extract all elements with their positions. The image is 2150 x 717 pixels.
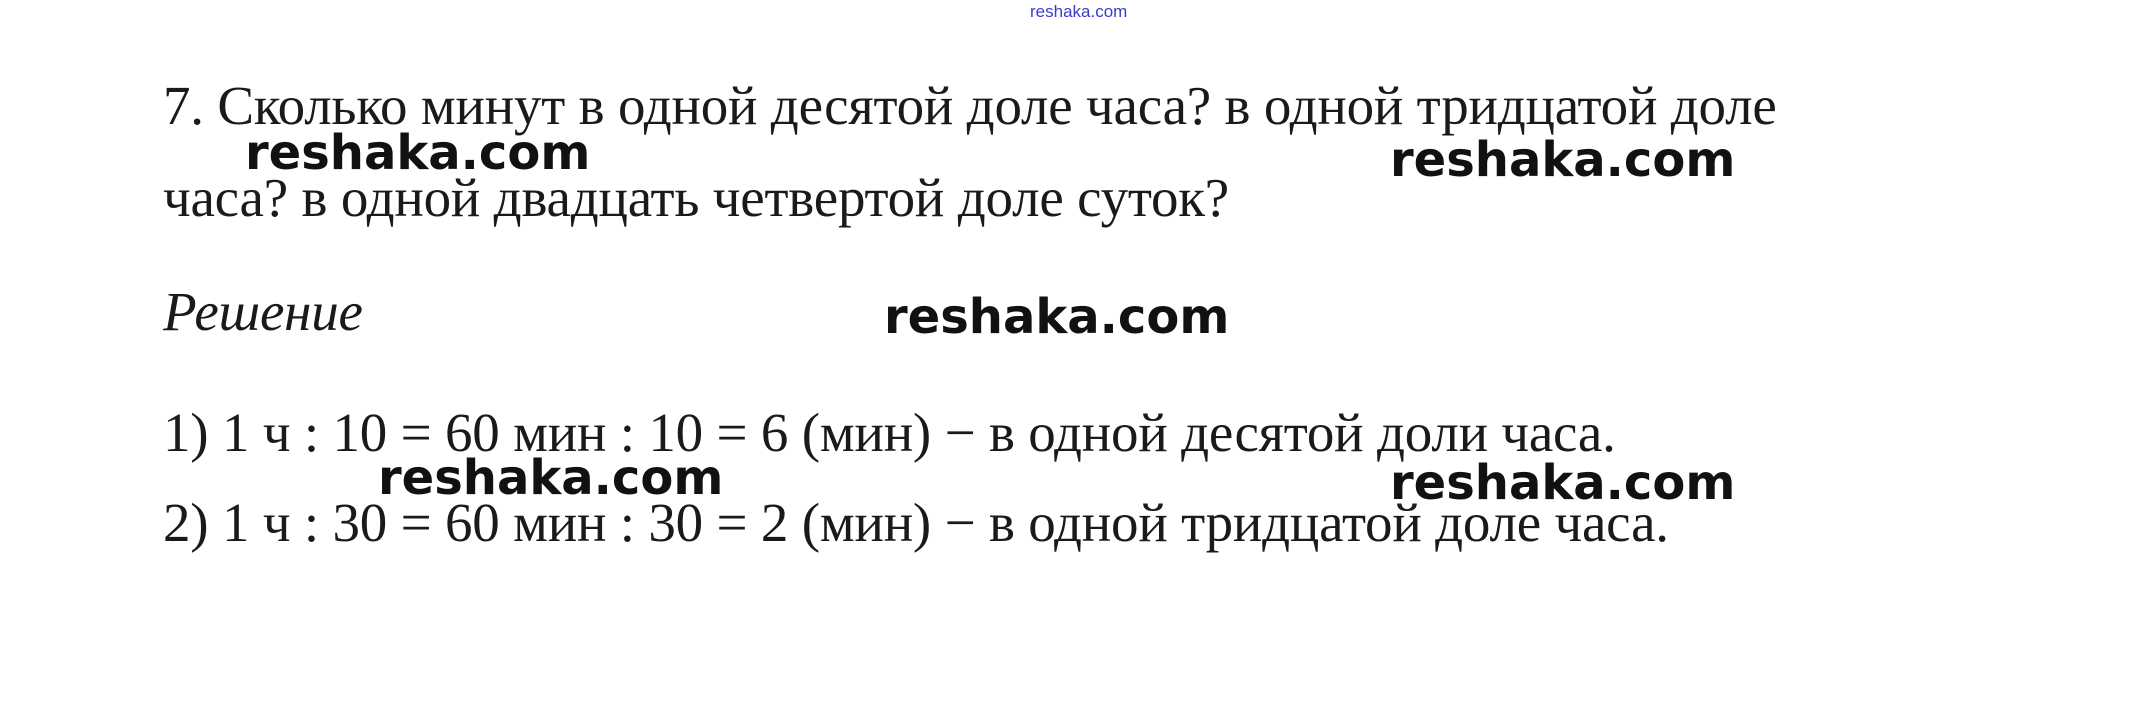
watermark-overlay: reshaka.com	[378, 450, 724, 506]
problem-text-line-2: часа? в одной двадцать четвертой доле суток?	[163, 167, 1230, 228]
watermark-overlay: reshaka.com	[1390, 132, 1736, 188]
watermark-overlay: reshaka.com	[884, 289, 1230, 345]
watermark-overlay: reshaka.com	[1390, 455, 1736, 511]
watermark-overlay: reshaka.com	[245, 125, 591, 181]
site-watermark-top: reshaka.com	[1030, 2, 1128, 21]
solution-step-1: 1) 1 ч : 10 = 60 мин : 10 = 6 (мин) − в одной десятой доли часа.	[163, 402, 1616, 463]
problem-text-line-1: 7. Сколько минут в одной десятой доле часа? в одной тридцатой доле	[163, 75, 1777, 136]
solution-heading: Решение	[163, 281, 363, 342]
solution-step-2: 2) 1 ч : 30 = 60 мин : 30 = 2 (мин) − в одной тридцатой доле часа.	[163, 492, 1669, 553]
